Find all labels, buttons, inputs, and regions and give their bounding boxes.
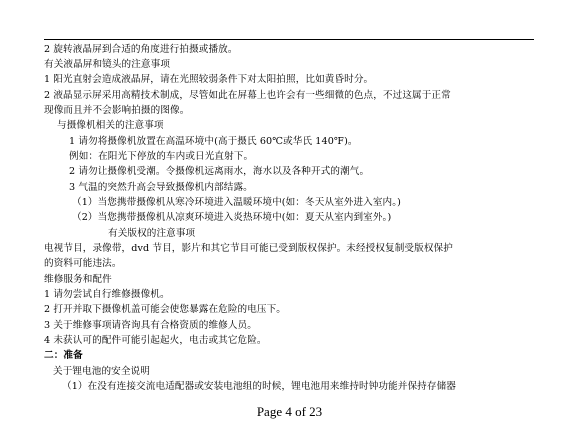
text-line: 2 旋转液晶屏到合适的角度进行拍摄或播放。 — [44, 44, 238, 55]
text-line: （2）当您携带摄像机从凉爽环境进入炎热环境中(如：夏天从室内到室外。) — [72, 212, 392, 223]
text-line: 3 气温的突然升高会导致摄像机内部结露。 — [69, 182, 253, 193]
section-heading: 与摄像机相关的注意事项 — [57, 120, 164, 131]
header-rule — [44, 39, 534, 40]
section-heading: 有关液晶屏和镜头的注意事项 — [44, 59, 171, 70]
text-line: （1）在没有连接交流电适配器或安装电池组的时候，锂电池用来维持时钟功能并保持存储器 — [62, 381, 456, 392]
text-line: 2 请勿让摄像机受潮。令摄像机远离雨水，海水以及各种开式的潮气。 — [69, 166, 370, 177]
section-heading: 有关版权的注意事项 — [108, 228, 196, 239]
text-line: 1 请勿将摄像机放置在高温环境中(高于摄氏 60℃或华氏 140℉)。 — [69, 136, 358, 147]
text-line: （1）当您携带摄像机从寒冷环境进入温暖环境中(如：冬天从室外进入室内。) — [72, 197, 401, 208]
text-line: 2 液晶显示屏采用高精技术制成，尽管如此在屏幕上也许会有一些细微的色点，不过这属于正常 — [44, 90, 451, 101]
text-line: 1 阳光直射会造成液晶屏，请在光照较弱条件下对太阳拍照，比如黄昏时分。 — [44, 74, 374, 85]
chapter-heading: 二：准备 — [44, 350, 83, 361]
text-line: 电视节目，录像带，dvd 节目，影片和其它节目可能已受到版权保护。未经授权复制受版权保护 — [44, 243, 453, 254]
text-line: 的资料可能违法。 — [44, 258, 122, 269]
text-line: 4 未获认可的配件可能引起起火，电击或其它危险。 — [44, 335, 267, 346]
text-line: 2 打开并取下摄像机盖可能会使您暴露在危险的电压下。 — [44, 304, 287, 315]
section-heading: 维修服务和配件 — [44, 274, 112, 285]
text-line: 例如：在阳光下停放的车内或日光直射下。 — [69, 151, 254, 162]
text-line: 1 请勿尝试自行维修摄像机。 — [44, 289, 170, 300]
text-line: 3 关于维修事项请咨询具有合格资质的维修人员。 — [44, 320, 257, 331]
section-heading: 关于锂电池的安全说明 — [53, 366, 150, 377]
page-number: Page 4 of 23 — [256, 404, 323, 419]
text-line: 现像而且并不会影响拍摄的图像。 — [44, 105, 190, 116]
